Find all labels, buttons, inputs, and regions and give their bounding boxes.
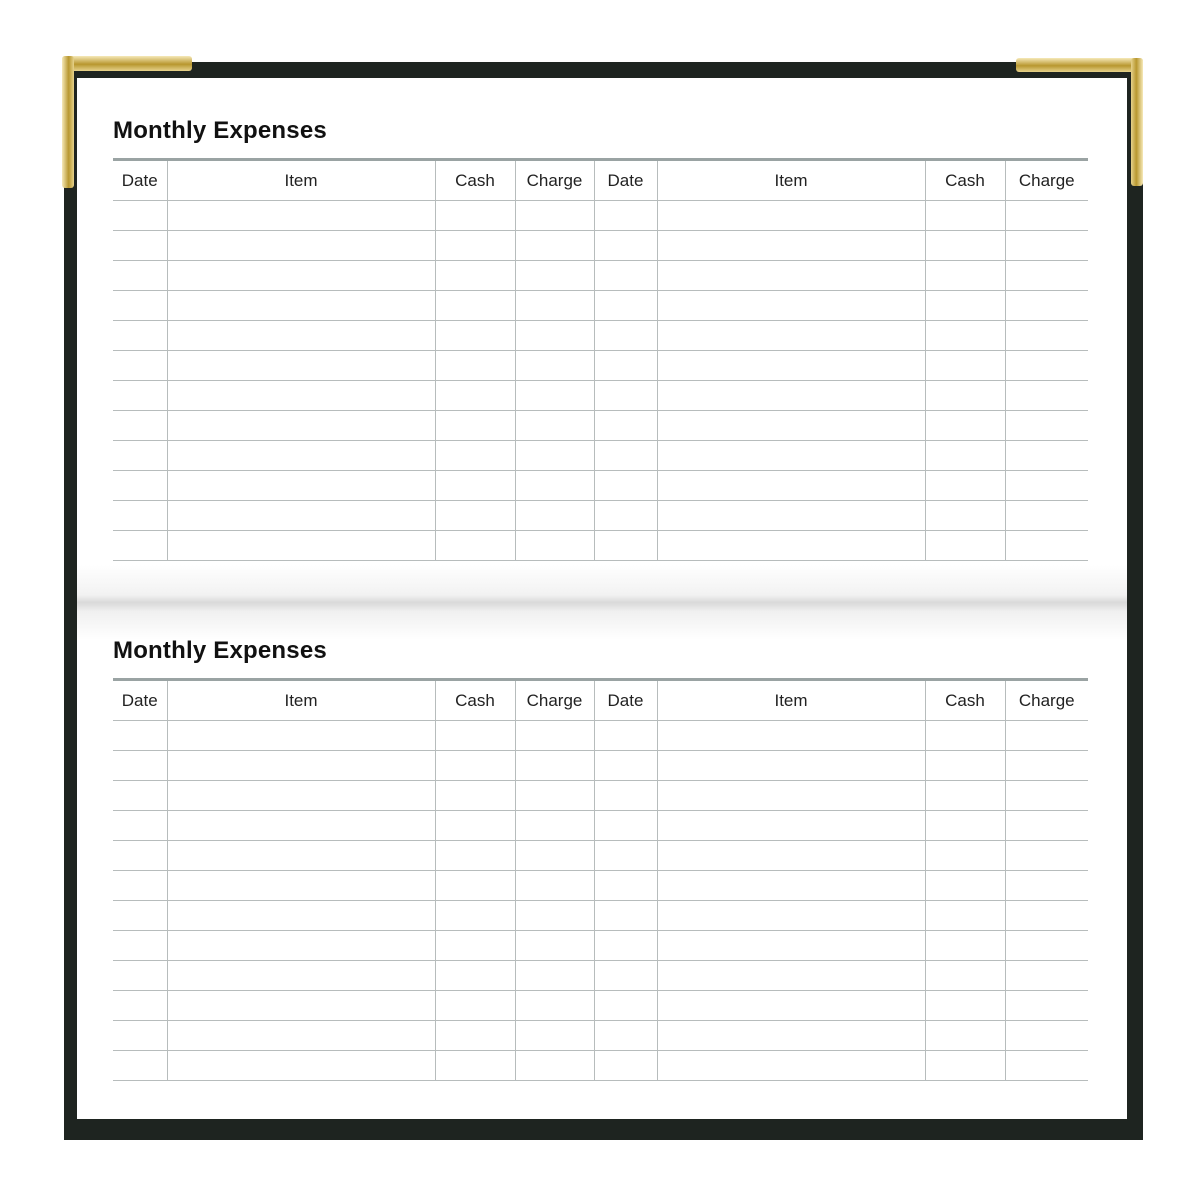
date-cell[interactable]	[113, 781, 167, 811]
item-cell[interactable]	[167, 291, 435, 321]
cash-cell[interactable]	[925, 781, 1005, 811]
date-cell[interactable]	[594, 231, 657, 261]
date-cell[interactable]	[594, 201, 657, 231]
charge-cell[interactable]	[515, 471, 594, 501]
item-cell[interactable]	[657, 441, 925, 471]
date-cell[interactable]	[113, 991, 167, 1021]
item-cell[interactable]	[657, 471, 925, 501]
date-cell[interactable]	[594, 901, 657, 931]
expenses-section-top	[113, 113, 1088, 561]
charge-cell[interactable]	[1005, 231, 1088, 261]
table-row	[113, 471, 1088, 501]
charge-cell[interactable]	[1005, 1051, 1088, 1081]
charge-cell[interactable]	[515, 291, 594, 321]
date-cell[interactable]	[113, 871, 167, 901]
header-row	[113, 160, 1088, 201]
date-cell[interactable]	[594, 961, 657, 991]
item-cell[interactable]	[167, 721, 435, 751]
cash-cell[interactable]	[435, 531, 515, 561]
item-cell[interactable]	[167, 961, 435, 991]
charge-cell[interactable]	[515, 231, 594, 261]
item-cell[interactable]	[167, 231, 435, 261]
item-cell[interactable]	[167, 1051, 435, 1081]
item-cell[interactable]	[167, 781, 435, 811]
item-cell[interactable]	[657, 1051, 925, 1081]
cash-cell[interactable]	[435, 261, 515, 291]
cash-cell[interactable]	[925, 841, 1005, 871]
charge-cell[interactable]	[1005, 321, 1088, 351]
charge-cell[interactable]	[515, 501, 594, 531]
charge-cell[interactable]	[1005, 441, 1088, 471]
column-header-item: Item	[657, 680, 925, 721]
item-cell[interactable]	[657, 991, 925, 1021]
item-cell[interactable]	[167, 261, 435, 291]
header-row	[113, 680, 1088, 721]
item-cell[interactable]	[167, 931, 435, 961]
charge-cell[interactable]	[1005, 931, 1088, 961]
cash-cell[interactable]	[925, 1051, 1005, 1081]
item-cell[interactable]	[167, 991, 435, 1021]
cash-cell[interactable]	[925, 871, 1005, 901]
date-cell[interactable]	[113, 901, 167, 931]
table-row	[113, 721, 1088, 751]
item-cell[interactable]	[657, 201, 925, 231]
cash-cell[interactable]	[435, 321, 515, 351]
cash-cell[interactable]	[925, 1021, 1005, 1051]
column-header-charge: Charge	[1005, 680, 1088, 721]
column-header-charge: Charge	[1005, 160, 1088, 201]
section-title: Monthly Expenses	[113, 117, 327, 144]
column-header-item: Item	[167, 160, 435, 201]
charge-cell[interactable]	[515, 441, 594, 471]
charge-cell[interactable]	[1005, 351, 1088, 381]
cash-cell[interactable]	[435, 291, 515, 321]
item-cell[interactable]	[167, 351, 435, 381]
date-cell[interactable]	[594, 1051, 657, 1081]
charge-cell[interactable]	[515, 411, 594, 441]
date-cell[interactable]	[113, 441, 167, 471]
table-row	[113, 991, 1088, 1021]
item-cell[interactable]	[167, 811, 435, 841]
item-cell[interactable]	[657, 901, 925, 931]
table-row	[113, 291, 1088, 321]
date-cell[interactable]	[594, 991, 657, 1021]
cash-cell[interactable]	[925, 471, 1005, 501]
charge-cell[interactable]	[1005, 291, 1088, 321]
column-header-cash: Cash	[435, 680, 515, 721]
column-header-item: Item	[657, 160, 925, 201]
table-row	[113, 441, 1088, 471]
cash-cell[interactable]	[435, 781, 515, 811]
charge-cell[interactable]	[515, 991, 594, 1021]
item-cell[interactable]	[167, 501, 435, 531]
cash-cell[interactable]	[925, 381, 1005, 411]
item-cell[interactable]	[167, 201, 435, 231]
date-cell[interactable]	[113, 351, 167, 381]
cash-cell[interactable]	[925, 931, 1005, 961]
table-row	[113, 961, 1088, 991]
table-row	[113, 1021, 1088, 1051]
charge-cell[interactable]	[1005, 531, 1088, 561]
item-cell[interactable]	[657, 531, 925, 561]
cash-cell[interactable]	[925, 321, 1005, 351]
cash-cell[interactable]	[435, 1051, 515, 1081]
item-cell[interactable]	[657, 871, 925, 901]
date-cell[interactable]	[594, 441, 657, 471]
table-row	[113, 871, 1088, 901]
date-cell[interactable]	[113, 501, 167, 531]
cash-cell[interactable]	[925, 411, 1005, 441]
column-header-date: Date	[113, 160, 167, 201]
cash-cell[interactable]	[925, 231, 1005, 261]
item-cell[interactable]	[657, 721, 925, 751]
cash-cell[interactable]	[925, 291, 1005, 321]
table-row	[113, 1051, 1088, 1081]
page-fold-gutter	[77, 565, 1127, 640]
table-row	[113, 261, 1088, 291]
item-cell[interactable]	[657, 961, 925, 991]
cash-cell[interactable]	[435, 931, 515, 961]
column-header-cash: Cash	[925, 680, 1005, 721]
table-row	[113, 931, 1088, 961]
date-cell[interactable]	[113, 841, 167, 871]
expenses-section-bottom	[113, 633, 1088, 1081]
item-cell[interactable]	[167, 751, 435, 781]
table-row	[113, 501, 1088, 531]
date-cell[interactable]	[113, 811, 167, 841]
charge-cell[interactable]	[515, 871, 594, 901]
table-row	[113, 781, 1088, 811]
item-cell[interactable]	[657, 1021, 925, 1051]
charge-cell[interactable]	[1005, 261, 1088, 291]
date-cell[interactable]	[594, 291, 657, 321]
cash-cell[interactable]	[925, 811, 1005, 841]
table-row	[113, 901, 1088, 931]
charge-cell[interactable]	[1005, 781, 1088, 811]
cash-cell[interactable]	[435, 1021, 515, 1051]
charge-cell[interactable]	[1005, 841, 1088, 871]
charge-cell[interactable]	[515, 321, 594, 351]
charge-cell[interactable]	[515, 1051, 594, 1081]
cash-cell[interactable]	[435, 991, 515, 1021]
cash-cell[interactable]	[435, 501, 515, 531]
cash-cell[interactable]	[925, 961, 1005, 991]
cash-cell[interactable]	[435, 871, 515, 901]
cash-cell[interactable]	[925, 721, 1005, 751]
cash-cell[interactable]	[925, 901, 1005, 931]
date-cell[interactable]	[594, 381, 657, 411]
date-cell[interactable]	[594, 721, 657, 751]
date-cell[interactable]	[594, 321, 657, 351]
charge-cell[interactable]	[515, 531, 594, 561]
column-header-date: Date	[594, 680, 657, 721]
section-title: Monthly Expenses	[113, 637, 327, 664]
item-cell[interactable]	[167, 381, 435, 411]
date-cell[interactable]	[113, 1051, 167, 1081]
item-cell[interactable]	[657, 231, 925, 261]
cash-cell[interactable]	[925, 441, 1005, 471]
table-row	[113, 231, 1088, 261]
item-cell[interactable]	[657, 751, 925, 781]
date-cell[interactable]	[594, 261, 657, 291]
cash-cell[interactable]	[925, 351, 1005, 381]
item-cell[interactable]	[167, 901, 435, 931]
date-cell[interactable]	[113, 231, 167, 261]
column-header-charge: Charge	[515, 160, 594, 201]
date-cell[interactable]	[594, 501, 657, 531]
table-row	[113, 841, 1088, 871]
charge-cell[interactable]	[515, 351, 594, 381]
date-cell[interactable]	[594, 931, 657, 961]
charge-cell[interactable]	[1005, 1021, 1088, 1051]
cash-cell[interactable]	[925, 751, 1005, 781]
charge-cell[interactable]	[1005, 871, 1088, 901]
item-cell[interactable]	[657, 351, 925, 381]
charge-cell[interactable]	[515, 901, 594, 931]
item-cell[interactable]	[167, 321, 435, 351]
cash-cell[interactable]	[435, 351, 515, 381]
date-cell[interactable]	[113, 1021, 167, 1051]
cash-cell[interactable]	[435, 411, 515, 441]
date-cell[interactable]	[594, 1021, 657, 1051]
date-cell[interactable]	[594, 751, 657, 781]
cash-cell[interactable]	[435, 721, 515, 751]
cash-cell[interactable]	[435, 201, 515, 231]
cash-cell[interactable]	[435, 441, 515, 471]
column-header-item: Item	[167, 680, 435, 721]
date-cell[interactable]	[594, 411, 657, 441]
charge-cell[interactable]	[1005, 501, 1088, 531]
charge-cell[interactable]	[515, 781, 594, 811]
cash-cell[interactable]	[925, 201, 1005, 231]
table-row	[113, 321, 1088, 351]
charge-cell[interactable]	[515, 261, 594, 291]
date-cell[interactable]	[113, 531, 167, 561]
charge-cell[interactable]	[1005, 751, 1088, 781]
charge-cell[interactable]	[515, 751, 594, 781]
charge-cell[interactable]	[1005, 471, 1088, 501]
cash-cell[interactable]	[435, 841, 515, 871]
item-cell[interactable]	[657, 501, 925, 531]
date-cell[interactable]	[594, 531, 657, 561]
date-cell[interactable]	[113, 381, 167, 411]
table-row	[113, 411, 1088, 441]
charge-cell[interactable]	[1005, 811, 1088, 841]
cash-cell[interactable]	[435, 231, 515, 261]
table-row	[113, 811, 1088, 841]
expenses-table	[113, 678, 1088, 1081]
item-cell[interactable]	[657, 781, 925, 811]
cash-cell[interactable]	[925, 991, 1005, 1021]
charge-cell[interactable]	[1005, 381, 1088, 411]
charge-cell[interactable]	[1005, 991, 1088, 1021]
date-cell[interactable]	[594, 871, 657, 901]
column-header-cash: Cash	[435, 160, 515, 201]
date-cell[interactable]	[113, 411, 167, 441]
cash-cell[interactable]	[435, 381, 515, 411]
date-cell[interactable]	[113, 291, 167, 321]
expenses-table	[113, 158, 1088, 561]
charge-cell[interactable]	[515, 961, 594, 991]
item-cell[interactable]	[167, 441, 435, 471]
date-cell[interactable]	[594, 811, 657, 841]
date-cell[interactable]	[594, 471, 657, 501]
cash-cell[interactable]	[925, 531, 1005, 561]
charge-cell[interactable]	[515, 811, 594, 841]
item-cell[interactable]	[167, 1021, 435, 1051]
charge-cell[interactable]	[1005, 411, 1088, 441]
date-cell[interactable]	[113, 471, 167, 501]
cash-cell[interactable]	[435, 901, 515, 931]
date-cell[interactable]	[113, 751, 167, 781]
date-cell[interactable]	[113, 321, 167, 351]
cash-cell[interactable]	[435, 471, 515, 501]
item-cell[interactable]	[167, 411, 435, 441]
table-row	[113, 531, 1088, 561]
item-cell[interactable]	[657, 411, 925, 441]
item-cell[interactable]	[167, 471, 435, 501]
item-cell[interactable]	[657, 321, 925, 351]
date-cell[interactable]	[113, 931, 167, 961]
charge-cell[interactable]	[1005, 201, 1088, 231]
charge-cell[interactable]	[1005, 961, 1088, 991]
item-cell[interactable]	[657, 841, 925, 871]
item-cell[interactable]	[657, 381, 925, 411]
charge-cell[interactable]	[1005, 901, 1088, 931]
cash-cell[interactable]	[435, 751, 515, 781]
date-cell[interactable]	[594, 351, 657, 381]
table-row	[113, 201, 1088, 231]
date-cell[interactable]	[113, 721, 167, 751]
date-cell[interactable]	[113, 261, 167, 291]
table-row	[113, 381, 1088, 411]
date-cell[interactable]	[594, 781, 657, 811]
charge-cell[interactable]	[515, 201, 594, 231]
charge-cell[interactable]	[1005, 721, 1088, 751]
date-cell[interactable]	[113, 201, 167, 231]
cash-cell[interactable]	[435, 811, 515, 841]
date-cell[interactable]	[594, 841, 657, 871]
charge-cell[interactable]	[515, 841, 594, 871]
charge-cell[interactable]	[515, 721, 594, 751]
table-row	[113, 351, 1088, 381]
table-row	[113, 751, 1088, 781]
item-cell[interactable]	[657, 931, 925, 961]
item-cell[interactable]	[657, 291, 925, 321]
cash-cell[interactable]	[925, 501, 1005, 531]
item-cell[interactable]	[167, 531, 435, 561]
item-cell[interactable]	[657, 261, 925, 291]
charge-cell[interactable]	[515, 931, 594, 961]
column-header-charge: Charge	[515, 680, 594, 721]
column-header-date: Date	[113, 680, 167, 721]
charge-cell[interactable]	[515, 381, 594, 411]
item-cell[interactable]	[167, 841, 435, 871]
charge-cell[interactable]	[515, 1021, 594, 1051]
column-header-date: Date	[594, 160, 657, 201]
column-header-cash: Cash	[925, 160, 1005, 201]
date-cell[interactable]	[113, 961, 167, 991]
cash-cell[interactable]	[435, 961, 515, 991]
item-cell[interactable]	[167, 871, 435, 901]
cash-cell[interactable]	[925, 261, 1005, 291]
item-cell[interactable]	[657, 811, 925, 841]
